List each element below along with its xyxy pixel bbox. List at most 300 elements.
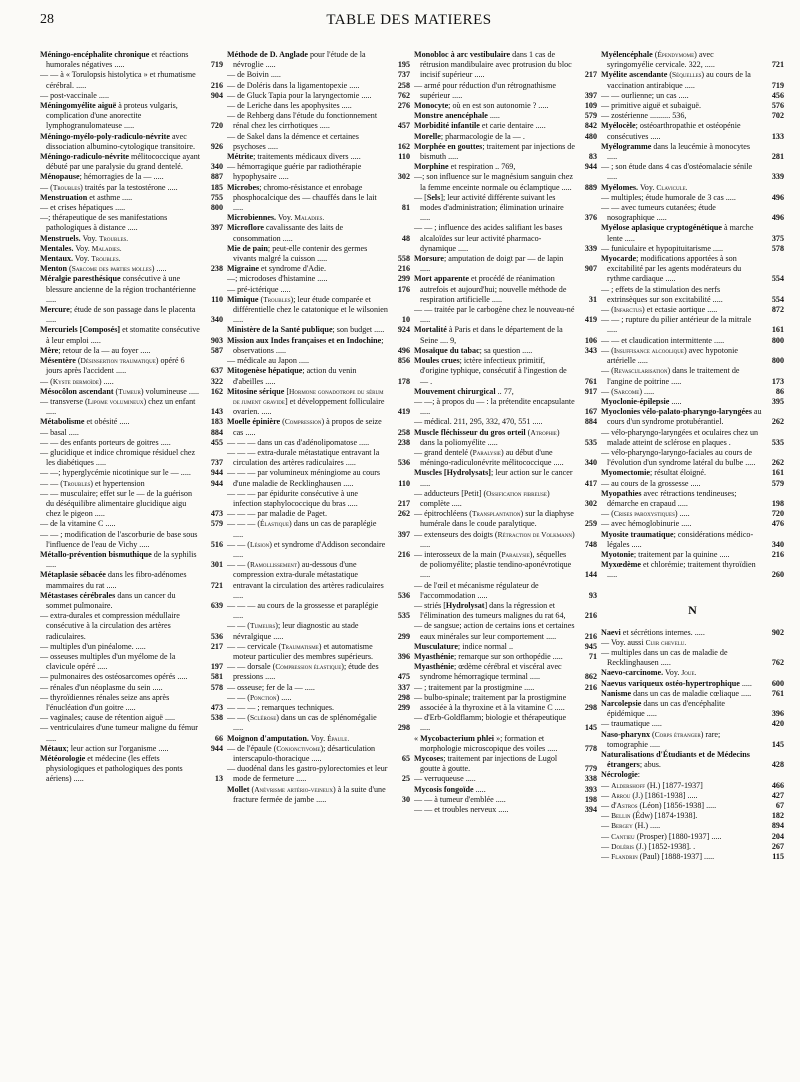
entry-text: — Bergey (H.) ..... [601, 821, 661, 831]
index-entry [601, 387, 784, 397]
entry-page-number: 639 [210, 600, 223, 610]
index-entry [40, 91, 223, 101]
entry-text: Météorologie et médecine (les effets physiologiques et pathologiques des ponts aériens) ..... [40, 754, 183, 784]
index-entry [414, 111, 597, 121]
entry-page-number: 83 [588, 152, 597, 162]
entry-page-number: 496 [397, 345, 410, 355]
entry-page-number: 339 [771, 172, 784, 182]
entry-page-number: 281 [771, 152, 784, 162]
entry-page-number: 267 [771, 841, 784, 851]
index-entry [40, 519, 223, 529]
entry-page-number: 397 [210, 223, 223, 233]
entry-text: — — ourlienne; un cas ..... [601, 90, 689, 100]
index-entry [40, 611, 223, 642]
entry-page-number: 637 [210, 366, 223, 376]
entry-page-number: 720 [771, 509, 784, 519]
entry-text: — Voy. aussi Cuir chevelu. [601, 637, 687, 647]
entry-text: Méralgie paresthésique consécutive à une blessure ancienne de la région trochantérienne ..... [40, 274, 196, 304]
entry-text: Méningomyélite aiguë à proteus vulgaris, complication d'une anorectite lymphogranulomateuse ..... [40, 101, 178, 131]
index-entry [601, 628, 784, 638]
index-entry [227, 152, 410, 162]
entry-text: Moelle épinière (Compression) à propos de seize cas ..... [227, 417, 382, 437]
entry-text: Métaux; leur action sur l'organisme ..... [40, 743, 169, 753]
index-entry [601, 489, 784, 509]
index-entry [40, 672, 223, 682]
entry-text: Mentales. Voy. Maladies. [40, 243, 122, 253]
entry-text: Naso-pharynx (Corps étranger) rare; tomographie ..... [601, 729, 721, 749]
index-entry [40, 346, 223, 356]
entry-text: — de Sakel dans la démence et certaines psychoses ..... [227, 131, 359, 151]
index-entry [40, 652, 223, 672]
entry-text: — avec hémoglobinurie ..... [601, 519, 692, 529]
entry-page-number: 395 [771, 396, 784, 406]
index-entry [227, 285, 410, 295]
entry-text: — au cours de la grossesse ..... [601, 478, 701, 488]
entry-text: —; son influence sur le magnésium sanguin chez la femme enceinte normale ou éclamptique ..... [414, 172, 573, 192]
entry-page-number: 480 [584, 131, 597, 141]
entry-page-number: 204 [771, 831, 784, 841]
index-entry [40, 397, 223, 417]
entry-page-number: 884 [584, 417, 597, 427]
entry-text: Myélite ascendante (Séquelles) au cours de la vaccination antirabique ..... [601, 70, 751, 90]
entry-page-number: 417 [584, 478, 597, 488]
index-entry [40, 183, 223, 193]
entry-page-number: 299 [397, 703, 410, 712]
index-entry [227, 734, 410, 744]
index-entry [40, 468, 223, 478]
entry-text: — vélo-pharyngo-laryngées et oculaires chez un malade atteint de sclérose en plaques . [601, 427, 759, 447]
index-entry [227, 785, 410, 805]
entry-page-number: 579 [584, 111, 597, 121]
entry-page-number: 419 [397, 407, 410, 417]
section-letter: N [688, 602, 697, 617]
index-entry [227, 683, 410, 693]
entry-page-number: 299 [397, 631, 410, 641]
entry-page-number: 944 [210, 468, 223, 478]
index-entry [40, 530, 223, 550]
index-entry [40, 50, 223, 70]
entry-page-number: 721 [771, 60, 784, 70]
entry-text: — grand dentelé (Paralysie) au début d'une méningo-radiculonévrite mélitococcique ..... [414, 447, 564, 468]
entry-text: — — (Tumeurs); leur diagnostic au stade névralgique ..... [227, 621, 359, 641]
index-entry [227, 264, 410, 274]
entry-text: — d'Astros (Léon) [1856-1938] ..... [601, 801, 717, 811]
entry-text: Métabolisme et obésité ..... [40, 417, 130, 427]
entry-page-number: 907 [584, 264, 597, 274]
entry-page-number: 71 [588, 651, 597, 661]
entry-page-number: 343 [584, 345, 597, 355]
index-entry [40, 274, 223, 305]
entry-text: — — musculaire; effet sur le — de la guérison du déséquilibre alimentaire glucidique aigu chez le pigeon ..... [40, 488, 193, 519]
entry-page-number: 889 [584, 182, 597, 192]
index-entry [40, 479, 223, 489]
entry-text: — de Leriche dans les apophysites ..... [227, 101, 352, 111]
entry-text: — — traitée par le carbogène chez le nouveau-né ..... [414, 305, 575, 325]
entry-page-number: 558 [397, 254, 410, 264]
entry-page-number: 216 [210, 80, 223, 90]
entry-page-number: 340 [771, 539, 784, 549]
entry-text: — (Troubles) traités par la testostérone ..... [40, 182, 178, 192]
entry-page-number: 162 [210, 386, 223, 396]
index-entry [601, 142, 784, 162]
entry-text: — — à « Torulopsis histolytica » et rhumatisme cérébral. ..... [40, 70, 196, 90]
index-entry [601, 111, 784, 121]
entry-text: — ventriculaires d'une tumeur maligne du fémur ..... [40, 723, 198, 743]
entry-page-number: 185 [210, 182, 223, 192]
entry-text: —; thérapeutique de ses manifestations pathologiques à distance ..... [40, 213, 168, 233]
entry-page-number: 578 [771, 243, 784, 253]
index-entry [601, 366, 784, 386]
index-entry [414, 530, 597, 550]
index-entry [414, 305, 597, 325]
entry-text: — interosseux de la main (Paralysie), séquelles de poliomyélite; plastie tendino-aponévrotique ..... [414, 549, 572, 580]
index-entry [414, 662, 597, 682]
index-entry [414, 601, 597, 621]
entry-text: Mère; retour de la — au foyer ..... [40, 345, 151, 355]
entry-page-number: 456 [771, 90, 784, 100]
entry-text: — osseuses multiples d'un myélome de la clavicule opéré ..... [40, 651, 176, 672]
entry-page-number: 216 [584, 682, 597, 692]
entry-text: — et crises hépatiques ..... [40, 203, 126, 213]
entry-text: — — (Troubles) et hypertension [40, 478, 145, 488]
entry-page-number: 66 [214, 733, 223, 743]
entry-text: — de la vitamine C ..... [40, 519, 116, 529]
entry-page-number: 737 [210, 458, 223, 468]
entry-page-number: 302 [397, 172, 410, 182]
index-entry [414, 162, 597, 172]
entry-text: Naevi et sécrétions internes. ..... [601, 627, 705, 637]
index-entry [601, 811, 784, 821]
index-entry [40, 754, 223, 785]
entry-text: Narcolepsie dans un cas d'encéphalite épidémique ..... [601, 698, 726, 719]
entry-text: Ménopause; hémorragies de la — ..... [40, 172, 164, 182]
index-entry [227, 417, 410, 437]
index-entry [227, 509, 410, 519]
entry-page-number: 926 [210, 141, 223, 151]
entry-page-number: 800 [210, 203, 223, 213]
entry-page-number: 473 [210, 703, 223, 712]
index-entry [227, 703, 410, 713]
index-entry [414, 274, 597, 305]
entry-text: — de Gluck Tapia pour la laryngectomie ..... [227, 90, 372, 100]
entry-text: — —; à propos du — : la prétendite encapsulante ..... [414, 396, 575, 417]
index-entry [40, 152, 223, 172]
entry-text: — — (Ramollissement) au-dessous d'une compression extra-durale métastatique entravant la circulation des artères radiculaires ..... [227, 560, 384, 600]
entry-text: — — ; influence des acides salifiant les bases alcaloïdes sur leur activité pharmaco-dynamique ..... [414, 223, 563, 253]
entry-page-number: 262 [397, 509, 410, 519]
index-entry [227, 560, 410, 601]
index-entry [40, 448, 223, 468]
entry-text: — duodénal dans les gastro-pylorectomies et leur mode de fermeture ..... [227, 764, 388, 784]
entry-text: — [Sels]; leur activité différente suivant les modes d'administration; élimination urinaire ..... [414, 192, 564, 223]
entry-text: — d'Erb-Goldflamm; biologie et thérapeutique ..... [414, 713, 567, 733]
entry-page-number: 298 [397, 723, 410, 733]
index-entry [601, 821, 784, 831]
entry-text: — — à tumeur d'emblée ..... [414, 794, 506, 804]
entry-text: — (Revascularisation) dans le traitement de l'angine de poitrine ..... [601, 366, 740, 386]
entry-text: — (Infarctus) et ectasie aortique ..... [601, 305, 718, 315]
index-entry [40, 693, 223, 713]
entry-text: Naevus variqueux ostéo-hypertrophique ..... [601, 678, 752, 688]
entry-text: — médicale au Japon ..... [227, 356, 310, 366]
entry-text: Morbidité infantile et carie dentaire ..... [414, 121, 546, 131]
index-entry [414, 387, 597, 397]
entry-page-number: 944 [210, 478, 223, 488]
entry-page-number: 262 [771, 458, 784, 468]
index-entry [601, 254, 784, 285]
index-entry [601, 730, 784, 750]
entry-text: — (Crises paroxystiques) ..... [601, 509, 690, 519]
index-entry [414, 132, 597, 142]
index-entry [40, 101, 223, 132]
index-entry [601, 750, 784, 770]
index-entry [40, 132, 223, 152]
entry-page-number: 535 [584, 437, 597, 447]
entry-text: Métallo-prévention bismuthique de la syphilis ..... [40, 549, 197, 570]
index-entry [601, 162, 784, 182]
index-entry [227, 642, 410, 662]
index-entry [40, 254, 223, 264]
entry-page-number: 800 [771, 335, 784, 345]
index-entry [40, 642, 223, 652]
entry-page-number: 302 [584, 498, 597, 508]
entry-text: Myxœdème et chlorémie; traitement thyroïdien ..... [601, 560, 756, 580]
index-entry [601, 203, 784, 223]
entry-page-number: 145 [771, 739, 784, 749]
entry-page-number: 779 [584, 764, 597, 774]
entry-page-number: 110 [398, 152, 410, 162]
entry-page-number: 81 [401, 203, 410, 213]
entry-text: Méningo-radiculo-névrite mélitococcique ayant débuté par une paralysie du grand dentelé. [40, 152, 201, 172]
entry-page-number: 217 [397, 498, 410, 508]
entry-page-number: 536 [397, 590, 410, 600]
index-entry [601, 719, 784, 729]
entry-page-number: 183 [210, 417, 223, 427]
entry-page-number: 516 [210, 539, 223, 549]
entry-page-number: 496 [771, 192, 784, 202]
entry-page-number: 778 [584, 743, 597, 753]
entry-page-number: 167 [584, 407, 597, 417]
entry-page-number: 25 [401, 774, 410, 784]
entry-text: — — — au cours de la grossesse et paraplégie ..... [227, 600, 379, 621]
entry-text: — — ; modification de l'ascorburie de base sous l'influence de l'eau de Vichy ..... [40, 529, 198, 549]
index-entry [414, 621, 597, 641]
entry-page-number: 904 [210, 90, 223, 100]
entry-page-number: 476 [771, 519, 784, 529]
index-entry [601, 70, 784, 90]
index-entry [227, 693, 410, 703]
index-entry [227, 387, 410, 418]
entry-page-number: 396 [397, 651, 410, 661]
entry-text: Menstruels. Voy. Troubles. [40, 233, 129, 243]
entry-text: Ministère de la Santé publique; son budget ..... [227, 325, 385, 335]
index-entry [414, 713, 597, 733]
entry-text: — — — par volumineux méningiome au cours d'une maladie de Recklinghausen ..... [227, 468, 381, 488]
entry-page-number: 536 [210, 631, 223, 641]
entry-text: — pulmonaires des ostéosarcomes opérés ..... [40, 672, 188, 682]
index-entry [40, 713, 223, 723]
entry-text: Nécrologie: [601, 770, 640, 780]
entry-text: — — — (Élastique) dans un cas de paraplégie ..... [227, 519, 377, 539]
index-entry [227, 183, 410, 214]
entry-page-number: 536 [397, 458, 410, 468]
entry-text: Migraine et syndrome d'Adie. [227, 264, 327, 274]
index-entry [601, 407, 784, 427]
entry-text: Naevo-carcinome. Voy. Joue. [601, 668, 697, 678]
index-entry [601, 699, 784, 719]
index-entry [40, 203, 223, 213]
entry-page-number: 884 [210, 427, 223, 437]
entry-text: Myoclonies vélo-palato-pharyngo-laryngées au cours d'un syndrome protubérantiel. [601, 407, 762, 427]
entry-page-number: 419 [584, 315, 597, 325]
entry-text: Myélencéphale (Épendymome) avec syringomyélie cervicale. 322, ..... [601, 50, 715, 70]
index-entry [601, 842, 784, 852]
index-entry [414, 774, 597, 784]
index-entry [227, 489, 410, 509]
entry-text: — (Insuffisance alcoolique) avec hypotonie artérielle ..... [601, 345, 738, 366]
index-entry [227, 601, 410, 621]
entry-text: — osseuse; fer de la — ..... [227, 682, 315, 692]
index-entry [601, 305, 784, 315]
entry-text: Monstre anencéphale ..... [414, 111, 500, 121]
entry-text: Morphée en gouttes; traitement par injections de bismuth ..... [414, 141, 575, 162]
entry-page-number: 917 [584, 386, 597, 396]
entry-text: — pré-ictérique ..... [227, 284, 291, 294]
index-entry [414, 193, 597, 224]
index-entry [601, 397, 784, 407]
entry-page-number: 173 [771, 376, 784, 386]
entry-page-number: 276 [397, 101, 410, 111]
entry-page-number: 217 [584, 70, 597, 80]
index-entry [227, 274, 410, 284]
index-entry [414, 121, 597, 131]
entry-page-number: 67 [775, 801, 784, 811]
entry-page-number: 86 [775, 386, 784, 396]
index-column [601, 50, 784, 1075]
entry-text: Myélocèle; ostéoarthropathie et ostéopénie consécutives ..... [601, 121, 741, 141]
index-entry [601, 91, 784, 101]
entry-page-number: 115 [772, 852, 784, 862]
entry-text: — striés [Hydrolysat] dans la régression et l'élimination des tumeurs malignes du rat 64, [414, 600, 566, 621]
entry-text: Mollet (Anévrisme artério-veineux) à la suite d'une fracture fermée de jambe ..... [227, 784, 386, 804]
entry-text: — — — par maladie de Paget. [227, 509, 328, 519]
index-entry [414, 448, 597, 468]
index-entry [40, 70, 223, 90]
index-entry [601, 689, 784, 699]
entry-page-number: 298 [584, 703, 597, 712]
index-entry [414, 172, 597, 192]
index-entry [40, 377, 223, 387]
index-entry [414, 101, 597, 111]
entry-page-number: 145 [584, 723, 597, 733]
entry-text: — — (Lésion) et syndrome d'Addison secondaire ..... [227, 539, 386, 559]
index-entry [414, 397, 597, 417]
index-column [40, 50, 223, 1075]
index-entry [227, 132, 410, 152]
index-entry [414, 683, 597, 693]
entry-text: — — avec tumeurs cutanées; étude nosographique ..... [601, 203, 716, 223]
index-entry [601, 448, 784, 468]
entry-text: — basal ..... [40, 427, 79, 437]
entry-text: Méthode de D. Anglade pour l'étude de la névroglie ..... [227, 50, 366, 70]
entry-page-number: 258 [397, 80, 410, 90]
index-entry [601, 193, 784, 203]
entry-page-number: 216 [397, 549, 410, 559]
entry-page-number: 13 [214, 774, 223, 784]
index-entry [601, 315, 784, 335]
index-entry [601, 509, 784, 519]
entry-text: — multiples d'un pinéalome. ..... [40, 641, 146, 651]
index-entry [414, 754, 597, 774]
index-entry [414, 734, 597, 754]
index-entry [601, 770, 784, 780]
entry-page-number: 376 [584, 213, 597, 223]
entry-page-number: 322 [210, 376, 223, 386]
entry-page-number: 110 [398, 478, 410, 488]
entry-page-number: 394 [584, 805, 597, 815]
entry-page-number: 110 [211, 294, 223, 304]
entry-page-number: 748 [584, 539, 597, 549]
index-entry [40, 325, 223, 345]
entry-text: Myosite traumatique; considérations médico-légales ..... [601, 529, 754, 549]
entry-text: — multiples; étude humorale de 3 cas ..... [601, 192, 736, 202]
index-entry [414, 325, 597, 345]
entry-text: — thyroïdiennes rénales seize ans après l'énucléation d'un goitre ..... [40, 692, 170, 712]
entry-text: — — et claudication intermittente ..... [601, 335, 725, 345]
entry-page-number: 702 [771, 111, 784, 121]
entry-page-number: 340 [210, 162, 223, 172]
entry-page-number: 755 [210, 192, 223, 202]
entry-page-number: 944 [210, 743, 223, 753]
index-entry [40, 570, 223, 590]
entry-text: — (Sarcome) ..... [601, 386, 655, 396]
entry-page-number: 178 [397, 376, 410, 386]
entry-text: Mouvement chirurgical .. 77, [414, 386, 514, 396]
index-entry [40, 489, 223, 520]
entry-page-number: 195 [397, 60, 410, 70]
entry-text: — verruqueuse ..... [414, 774, 476, 784]
entry-page-number: 579 [210, 519, 223, 529]
entry-text: — Bellin (Édw) [1874-1938]. [601, 811, 698, 821]
index-entry [414, 254, 597, 274]
index-entry [601, 832, 784, 842]
index-entry [227, 223, 410, 243]
entry-page-number: 182 [771, 811, 784, 821]
entry-page-number: 338 [584, 774, 597, 784]
index-entry [414, 356, 597, 387]
index-entry [227, 91, 410, 101]
entry-page-number: 339 [584, 243, 597, 253]
index-entry [601, 668, 784, 678]
index-entry [601, 781, 784, 791]
entry-text: Mosaïque du tabac; sa question ..... [414, 345, 533, 355]
entry-page-number: 198 [584, 794, 597, 804]
entry-text: Nanisme dans un cas de maladie cœliaque ..... [601, 688, 752, 698]
entry-text: — de Rehberg dans l'étude du fonctionnement rénal chez les cirrhotiques ..... [227, 111, 378, 131]
index-entry [40, 550, 223, 570]
entry-text: — glucidique et indice chromique résiduel chez les diabétiques ..... [40, 447, 196, 468]
index-entry [40, 428, 223, 438]
entry-page-number: 538 [210, 713, 223, 723]
entry-text: Métaplasie sébacée dans les fibro-adénomes mammaires du rat ..... [40, 570, 187, 590]
entry-text: Mitosine sérique [Hormone gonadotrope du sérum de jument gravide] et développement folliculaire ovarien. ..... [227, 386, 385, 417]
index-entry [227, 713, 410, 733]
entry-page-number: 216 [584, 611, 597, 621]
entry-page-number: 217 [210, 641, 223, 651]
entry-page-number: 10 [401, 315, 410, 325]
entry-text: — — des enfants porteurs de goitres ..... [40, 437, 171, 447]
entry-text: — extenseurs des doigts (Rétraction de Volkmann) ..... [414, 529, 575, 549]
